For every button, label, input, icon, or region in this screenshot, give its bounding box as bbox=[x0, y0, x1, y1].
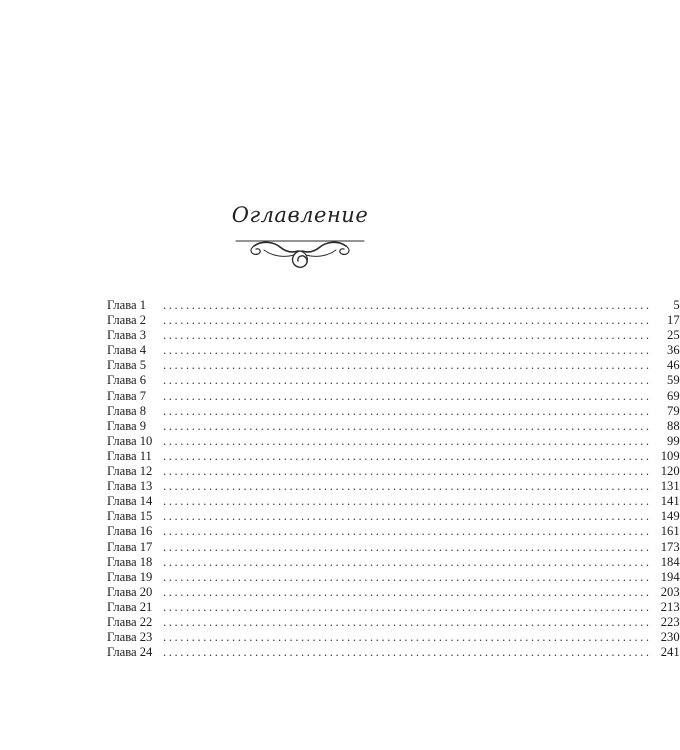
toc-entry[interactable] bbox=[107, 630, 680, 645]
toc-chapter-label: Глава 7 bbox=[107, 388, 147, 403]
toc-chapter-label: Глава 20 bbox=[107, 584, 153, 599]
toc-entry[interactable] bbox=[107, 645, 680, 660]
toc-leader-dots: ..................................................................................... bbox=[163, 494, 652, 509]
toc-page-number: 5 bbox=[673, 298, 680, 312]
toc-leader-dots: ..................................................................................... bbox=[163, 554, 652, 569]
toc-entry[interactable] bbox=[107, 343, 680, 358]
toc-entry[interactable] bbox=[107, 539, 680, 555]
toc-page-number: 223 bbox=[660, 614, 680, 629]
toc-entry[interactable] bbox=[107, 509, 680, 524]
toc-entry[interactable] bbox=[107, 524, 680, 539]
toc-chapter-label: Глава 15 bbox=[107, 509, 153, 524]
toc-page-number: 69 bbox=[667, 388, 680, 403]
toc-page-number: 173 bbox=[660, 539, 680, 554]
toc-page-number: 213 bbox=[660, 599, 680, 614]
toc-page-number: 59 bbox=[667, 373, 680, 388]
toc-page-number: 230 bbox=[660, 630, 680, 645]
toc-leader-dots: ..................................................................................... bbox=[163, 403, 652, 418]
toc-page-number: 36 bbox=[667, 343, 680, 358]
toc-page-number: 109 bbox=[660, 448, 680, 463]
toc-leader-dots: ..................................................................................... bbox=[163, 479, 652, 494]
toc-page-number: 194 bbox=[660, 569, 680, 584]
toc-page-number: 131 bbox=[660, 479, 680, 494]
toc-page-number: 46 bbox=[667, 358, 680, 373]
toc-leader-dots: ..................................................................................... bbox=[163, 524, 652, 539]
toc-entry[interactable] bbox=[107, 569, 680, 585]
toc-chapter-label: Глава 22 bbox=[107, 614, 153, 629]
toc-page-number: 99 bbox=[667, 433, 680, 448]
toc-page-number: 161 bbox=[660, 524, 680, 539]
flourish-ornament-icon bbox=[234, 234, 366, 274]
toc-chapter-label: Глава 12 bbox=[107, 464, 153, 479]
toc-chapter-label: Глава 16 bbox=[107, 524, 153, 539]
toc-chapter-label: Глава 6 bbox=[107, 373, 147, 388]
toc-page-number: 88 bbox=[667, 418, 680, 433]
toc-entry[interactable] bbox=[107, 479, 680, 494]
toc-leader-dots: ..................................................................................... bbox=[163, 569, 652, 584]
toc-leader-dots: ..................................................................................... bbox=[163, 298, 652, 312]
toc-page-number: 241 bbox=[660, 645, 680, 660]
toc-chapter-label: Глава 1 bbox=[107, 298, 147, 312]
toc-leader-dots: ..................................................................................... bbox=[163, 388, 652, 403]
toc-leader-dots: ..................................................................................... bbox=[163, 313, 652, 328]
toc-chapter-label: Глава 18 bbox=[107, 554, 153, 569]
toc-leader-dots: ..................................................................................... bbox=[163, 418, 652, 433]
toc-chapter-label: Глава 2 bbox=[107, 313, 147, 328]
toc-entry[interactable] bbox=[107, 373, 680, 388]
toc-entry[interactable] bbox=[107, 388, 680, 404]
toc-entry[interactable] bbox=[107, 433, 680, 449]
toc-page-number: 25 bbox=[667, 328, 680, 343]
toc-entry[interactable] bbox=[107, 313, 680, 328]
toc-page-number: 141 bbox=[660, 494, 680, 509]
toc-chapter-label: Глава 5 bbox=[107, 358, 147, 373]
toc-chapter-label: Глава 3 bbox=[107, 328, 147, 343]
toc-chapter-label: Глава 19 bbox=[107, 569, 153, 584]
toc-entry[interactable] bbox=[107, 614, 680, 630]
toc-page-number: 120 bbox=[660, 464, 680, 479]
toc-entry[interactable] bbox=[107, 403, 680, 419]
table-of-contents bbox=[107, 298, 680, 660]
toc-entry[interactable] bbox=[107, 494, 680, 509]
toc-leader-dots: ..................................................................................... bbox=[163, 358, 652, 373]
toc-chapter-label: Глава 17 bbox=[107, 539, 153, 554]
toc-leader-dots: ..................................................................................... bbox=[163, 328, 652, 343]
toc-chapter-label: Глава 14 bbox=[107, 494, 153, 509]
toc-leader-dots: ..................................................................................... bbox=[163, 448, 652, 463]
toc-entry[interactable] bbox=[107, 358, 680, 373]
toc-leader-dots: ..................................................................................... bbox=[163, 599, 652, 614]
toc-leader-dots: ..................................................................................... bbox=[163, 614, 652, 629]
toc-chapter-label: Глава 11 bbox=[107, 448, 152, 463]
page-title: Оглавление bbox=[231, 203, 369, 227]
toc-chapter-label: Глава 23 bbox=[107, 630, 153, 645]
toc-page-number: 149 bbox=[660, 509, 680, 524]
toc-entry[interactable] bbox=[107, 584, 680, 600]
toc-page-number: 79 bbox=[667, 403, 680, 418]
toc-leader-dots: ..................................................................................... bbox=[163, 645, 652, 660]
toc-chapter-label: Глава 8 bbox=[107, 403, 147, 418]
toc-entry[interactable] bbox=[107, 599, 680, 615]
toc-chapter-label: Глава 9 bbox=[107, 418, 147, 433]
toc-leader-dots: ..................................................................................... bbox=[163, 509, 652, 524]
toc-leader-dots: ..................................................................................... bbox=[163, 630, 652, 645]
toc-entry[interactable] bbox=[107, 554, 680, 570]
toc-entry[interactable] bbox=[107, 298, 680, 313]
toc-leader-dots: ..................................................................................... bbox=[163, 373, 652, 388]
toc-entry[interactable] bbox=[107, 418, 680, 434]
toc-entry[interactable] bbox=[107, 328, 680, 343]
toc-leader-dots: ..................................................................................... bbox=[163, 343, 652, 358]
toc-leader-dots: ..................................................................................... bbox=[163, 433, 652, 448]
toc-page-number: 184 bbox=[660, 554, 680, 569]
toc-chapter-label: Глава 21 bbox=[107, 599, 153, 614]
toc-chapter-label: Глава 4 bbox=[107, 343, 147, 358]
toc-entry[interactable] bbox=[107, 448, 680, 464]
toc-entry[interactable] bbox=[107, 464, 680, 479]
toc-page-number: 203 bbox=[660, 584, 680, 599]
toc-chapter-label: Глава 13 bbox=[107, 479, 153, 494]
toc-leader-dots: ..................................................................................... bbox=[163, 464, 652, 479]
toc-leader-dots: ..................................................................................... bbox=[163, 584, 652, 599]
toc-chapter-label: Глава 10 bbox=[107, 433, 153, 448]
toc-page-number: 17 bbox=[667, 313, 680, 328]
toc-chapter-label: Глава 24 bbox=[107, 645, 153, 660]
toc-leader-dots: ..................................................................................... bbox=[163, 539, 652, 554]
